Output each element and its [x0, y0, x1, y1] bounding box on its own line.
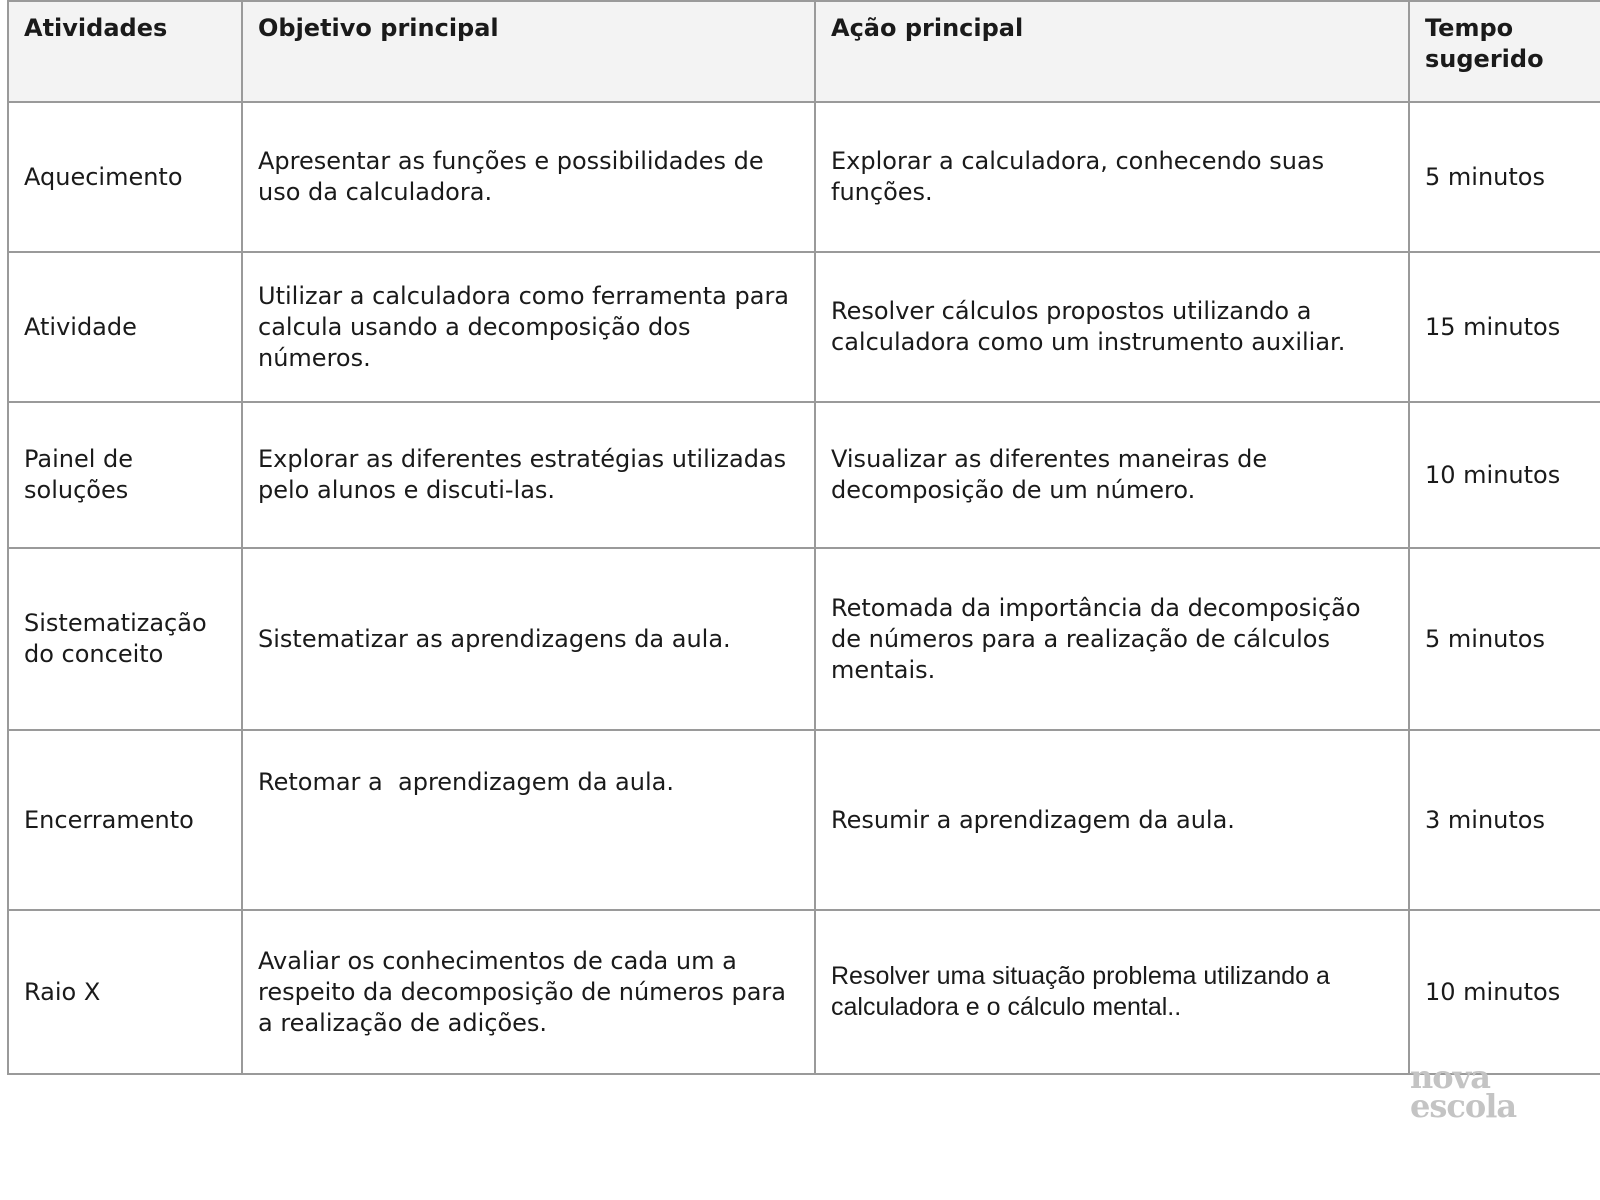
- cell-objetivo: Explorar as diferentes estratégias utilizadas pelo alunos e discuti-las.: [242, 402, 815, 548]
- header-tempo: Tempo sugerido: [1409, 1, 1600, 102]
- cell-acao: Resolver cálculos propostos utilizando a calculadora como um instrumento auxiliar.: [815, 252, 1409, 402]
- cell-tempo: 15 minutos: [1409, 252, 1600, 402]
- cell-tempo: 10 minutos: [1409, 402, 1600, 548]
- cell-objetivo: Utilizar a calculadora como ferramenta para calcula usando a decomposição dos números.: [242, 252, 815, 402]
- logo-line-escola: escola: [1410, 1087, 1517, 1125]
- cell-objetivo: Retomar a aprendizagem da aula.: [242, 730, 815, 910]
- cell-acao: Explorar a calculadora, conhecendo suas funções.: [815, 102, 1409, 252]
- cell-acao: Resumir a aprendizagem da aula.: [815, 730, 1409, 910]
- cell-objetivo: Apresentar as funções e possibilidades de uso da calculadora.: [242, 102, 815, 252]
- cell-atividade: Raio X: [8, 910, 242, 1074]
- table-row: [8, 910, 1600, 1074]
- cell-atividade: Painel de soluções: [8, 402, 242, 548]
- cell-tempo: 3 minutos: [1409, 730, 1600, 910]
- table-row: [8, 252, 1600, 402]
- cell-acao: Visualizar as diferentes maneiras de decomposição de um número.: [815, 402, 1409, 548]
- cell-atividade: Aquecimento: [8, 102, 242, 252]
- cell-tempo: 5 minutos: [1409, 102, 1600, 252]
- cell-objetivo: Sistematizar as aprendizagens da aula.: [242, 548, 815, 730]
- table-row: [8, 548, 1600, 730]
- table-row: [8, 730, 1600, 910]
- cell-atividade: Encerramento: [8, 730, 242, 910]
- header-acao: Ação principal: [815, 1, 1409, 102]
- table-row: [8, 102, 1600, 252]
- cell-acao: Retomada da importância da decomposição de números para a realização de cálculos mentais.: [815, 548, 1409, 730]
- cell-atividade: Atividade: [8, 252, 242, 402]
- header-row: [8, 1, 1600, 102]
- table-row: [8, 402, 1600, 548]
- header-atividades: Atividades: [8, 1, 242, 102]
- logo-line-nova: nova: [1410, 1058, 1490, 1096]
- cell-tempo: 10 minutos: [1409, 910, 1600, 1074]
- cell-atividade: Sistematização do conceito: [8, 548, 242, 730]
- cell-acao: Resolver uma situação problema utilizando a calculadora e o cálculo mental..: [815, 910, 1409, 1074]
- header-objetivo: Objetivo principal: [242, 1, 815, 102]
- nova-escola-logo: [1410, 1058, 1530, 1125]
- cell-tempo: 5 minutos: [1409, 548, 1600, 730]
- cell-objetivo: Avaliar os conhecimentos de cada um a respeito da decomposição de números para a realização de adições.: [242, 910, 815, 1074]
- lesson-plan-table: [7, 0, 1600, 1075]
